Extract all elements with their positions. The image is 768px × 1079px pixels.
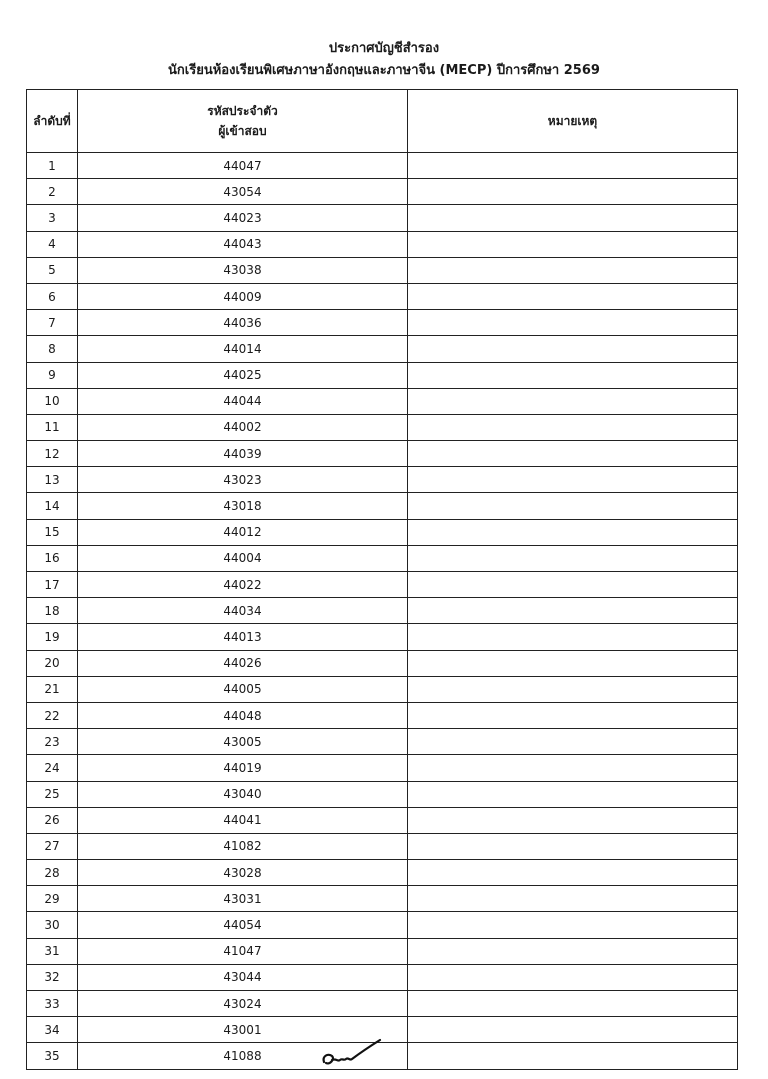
- row-remarks: [408, 938, 738, 964]
- row-order-number: 11: [27, 414, 78, 440]
- row-examinee-id: 44036: [78, 310, 408, 336]
- row-order-number: 10: [27, 388, 78, 414]
- row-remarks: [408, 781, 738, 807]
- table-row: [27, 179, 738, 205]
- table-row: [27, 912, 738, 938]
- row-remarks: [408, 153, 738, 179]
- document-subtitle: นักเรียนห้องเรียนพิเศษภาษาอังกฤษและภาษาจีน (MECP) ปีการศึกษา 2569: [168, 63, 600, 78]
- table-row: [27, 702, 738, 728]
- row-remarks: [408, 755, 738, 781]
- row-order-number: 32: [27, 964, 78, 990]
- row-examinee-id: 41082: [78, 833, 408, 859]
- row-remarks: [408, 702, 738, 728]
- row-examinee-id: 43018: [78, 493, 408, 519]
- row-remarks: [408, 205, 738, 231]
- header-examinee-id-line2: ผู้เข้าสอบ: [218, 124, 267, 138]
- table-row: [27, 886, 738, 912]
- row-order-number: 21: [27, 676, 78, 702]
- table-row: [27, 414, 738, 440]
- row-remarks: [408, 729, 738, 755]
- row-examinee-id: 44023: [78, 205, 408, 231]
- table-row: [27, 153, 738, 179]
- row-order-number: 22: [27, 702, 78, 728]
- row-remarks: [408, 179, 738, 205]
- row-remarks: [408, 388, 738, 414]
- row-examinee-id: 44002: [78, 414, 408, 440]
- row-examinee-id: 44047: [78, 153, 408, 179]
- row-remarks: [408, 807, 738, 833]
- row-remarks: [408, 964, 738, 990]
- table-row: [27, 493, 738, 519]
- table-row: [27, 781, 738, 807]
- row-remarks: [408, 860, 738, 886]
- row-remarks: [408, 414, 738, 440]
- row-examinee-id: 43044: [78, 964, 408, 990]
- row-order-number: 35: [27, 1043, 78, 1069]
- signature-icon: [318, 1036, 388, 1072]
- row-order-number: 20: [27, 650, 78, 676]
- row-order-number: 16: [27, 545, 78, 571]
- row-order-number: 7: [27, 310, 78, 336]
- table-row: [27, 964, 738, 990]
- header-examinee-id-line1: รหัสประจำตัว: [207, 104, 278, 118]
- row-order-number: 5: [27, 257, 78, 283]
- row-order-number: 12: [27, 441, 78, 467]
- row-examinee-id: 44012: [78, 519, 408, 545]
- row-examinee-id: 44039: [78, 441, 408, 467]
- row-examinee-id: 44054: [78, 912, 408, 938]
- row-examinee-id: 44019: [78, 755, 408, 781]
- row-order-number: 13: [27, 467, 78, 493]
- row-order-number: 28: [27, 860, 78, 886]
- row-order-number: 1: [27, 153, 78, 179]
- row-examinee-id: 44022: [78, 572, 408, 598]
- row-remarks: [408, 231, 738, 257]
- row-remarks: [408, 650, 738, 676]
- row-order-number: 34: [27, 1017, 78, 1043]
- row-examinee-id: 44034: [78, 598, 408, 624]
- table-row: [27, 519, 738, 545]
- table-row: [27, 676, 738, 702]
- row-remarks: [408, 991, 738, 1017]
- row-examinee-id: 44026: [78, 650, 408, 676]
- row-remarks: [408, 310, 738, 336]
- table-row: [27, 833, 738, 859]
- table-row: [27, 283, 738, 309]
- row-examinee-id: 43028: [78, 860, 408, 886]
- row-remarks: [408, 598, 738, 624]
- row-examinee-id: 41047: [78, 938, 408, 964]
- row-examinee-id: 43024: [78, 991, 408, 1017]
- row-examinee-id: 44043: [78, 231, 408, 257]
- row-order-number: 4: [27, 231, 78, 257]
- row-order-number: 29: [27, 886, 78, 912]
- row-examinee-id: 44044: [78, 388, 408, 414]
- row-examinee-id: 43054: [78, 179, 408, 205]
- row-order-number: 30: [27, 912, 78, 938]
- row-order-number: 27: [27, 833, 78, 859]
- row-remarks: [408, 336, 738, 362]
- row-examinee-id: 43040: [78, 781, 408, 807]
- row-examinee-id: 44041: [78, 807, 408, 833]
- table-row: [27, 572, 738, 598]
- row-order-number: 23: [27, 729, 78, 755]
- table-row: [27, 362, 738, 388]
- row-order-number: 26: [27, 807, 78, 833]
- row-remarks: [408, 467, 738, 493]
- row-order-number: 3: [27, 205, 78, 231]
- row-remarks: [408, 912, 738, 938]
- table-row: [27, 729, 738, 755]
- row-remarks: [408, 833, 738, 859]
- row-order-number: 9: [27, 362, 78, 388]
- row-remarks: [408, 493, 738, 519]
- row-remarks: [408, 1017, 738, 1043]
- row-order-number: 31: [27, 938, 78, 964]
- table-row: [27, 755, 738, 781]
- table-row: [27, 205, 738, 231]
- table-row: [27, 991, 738, 1017]
- table-row: [27, 938, 738, 964]
- row-examinee-id: 44014: [78, 336, 408, 362]
- document-title: ประกาศบัญชีสำรอง: [328, 41, 440, 56]
- header-remarks: หมายเหตุ: [408, 90, 738, 153]
- row-remarks: [408, 676, 738, 702]
- table-row: [27, 231, 738, 257]
- row-remarks: [408, 257, 738, 283]
- table-row: [27, 860, 738, 886]
- table-row: [27, 467, 738, 493]
- row-order-number: 19: [27, 624, 78, 650]
- table-row: [27, 650, 738, 676]
- row-order-number: 25: [27, 781, 78, 807]
- row-examinee-id: 43031: [78, 886, 408, 912]
- row-order-number: 15: [27, 519, 78, 545]
- row-order-number: 33: [27, 991, 78, 1017]
- row-remarks: [408, 545, 738, 571]
- row-remarks: [408, 624, 738, 650]
- table-row: [27, 807, 738, 833]
- row-remarks: [408, 362, 738, 388]
- row-examinee-id: 44013: [78, 624, 408, 650]
- row-examinee-id: 43001: [78, 1017, 408, 1043]
- table-row: [27, 441, 738, 467]
- table-body: [27, 153, 738, 1070]
- row-order-number: 14: [27, 493, 78, 519]
- header-examinee-id: [78, 90, 408, 153]
- row-remarks: [408, 283, 738, 309]
- header-order-number: ลำดับที่: [27, 90, 78, 153]
- row-remarks: [408, 519, 738, 545]
- row-examinee-id: 43005: [78, 729, 408, 755]
- row-remarks: [408, 886, 738, 912]
- row-order-number: 24: [27, 755, 78, 781]
- table-header-row: [27, 90, 738, 153]
- row-examinee-id: 44004: [78, 545, 408, 571]
- reserve-list-table: [26, 89, 738, 1070]
- table-row: [27, 388, 738, 414]
- row-order-number: 8: [27, 336, 78, 362]
- row-examinee-id: 43023: [78, 467, 408, 493]
- table-row: [27, 598, 738, 624]
- row-examinee-id: 43038: [78, 257, 408, 283]
- row-examinee-id: 44005: [78, 676, 408, 702]
- row-examinee-id: 44009: [78, 283, 408, 309]
- table-row: [27, 545, 738, 571]
- row-order-number: 6: [27, 283, 78, 309]
- row-remarks: [408, 1043, 738, 1069]
- row-order-number: 2: [27, 179, 78, 205]
- row-order-number: 17: [27, 572, 78, 598]
- row-order-number: 18: [27, 598, 78, 624]
- table-row: [27, 310, 738, 336]
- row-examinee-id: 44048: [78, 702, 408, 728]
- row-examinee-id: 41088: [78, 1043, 408, 1069]
- table-row: [27, 336, 738, 362]
- table-row: [27, 257, 738, 283]
- table-row: [27, 624, 738, 650]
- row-examinee-id: 44025: [78, 362, 408, 388]
- row-remarks: [408, 572, 738, 598]
- row-remarks: [408, 441, 738, 467]
